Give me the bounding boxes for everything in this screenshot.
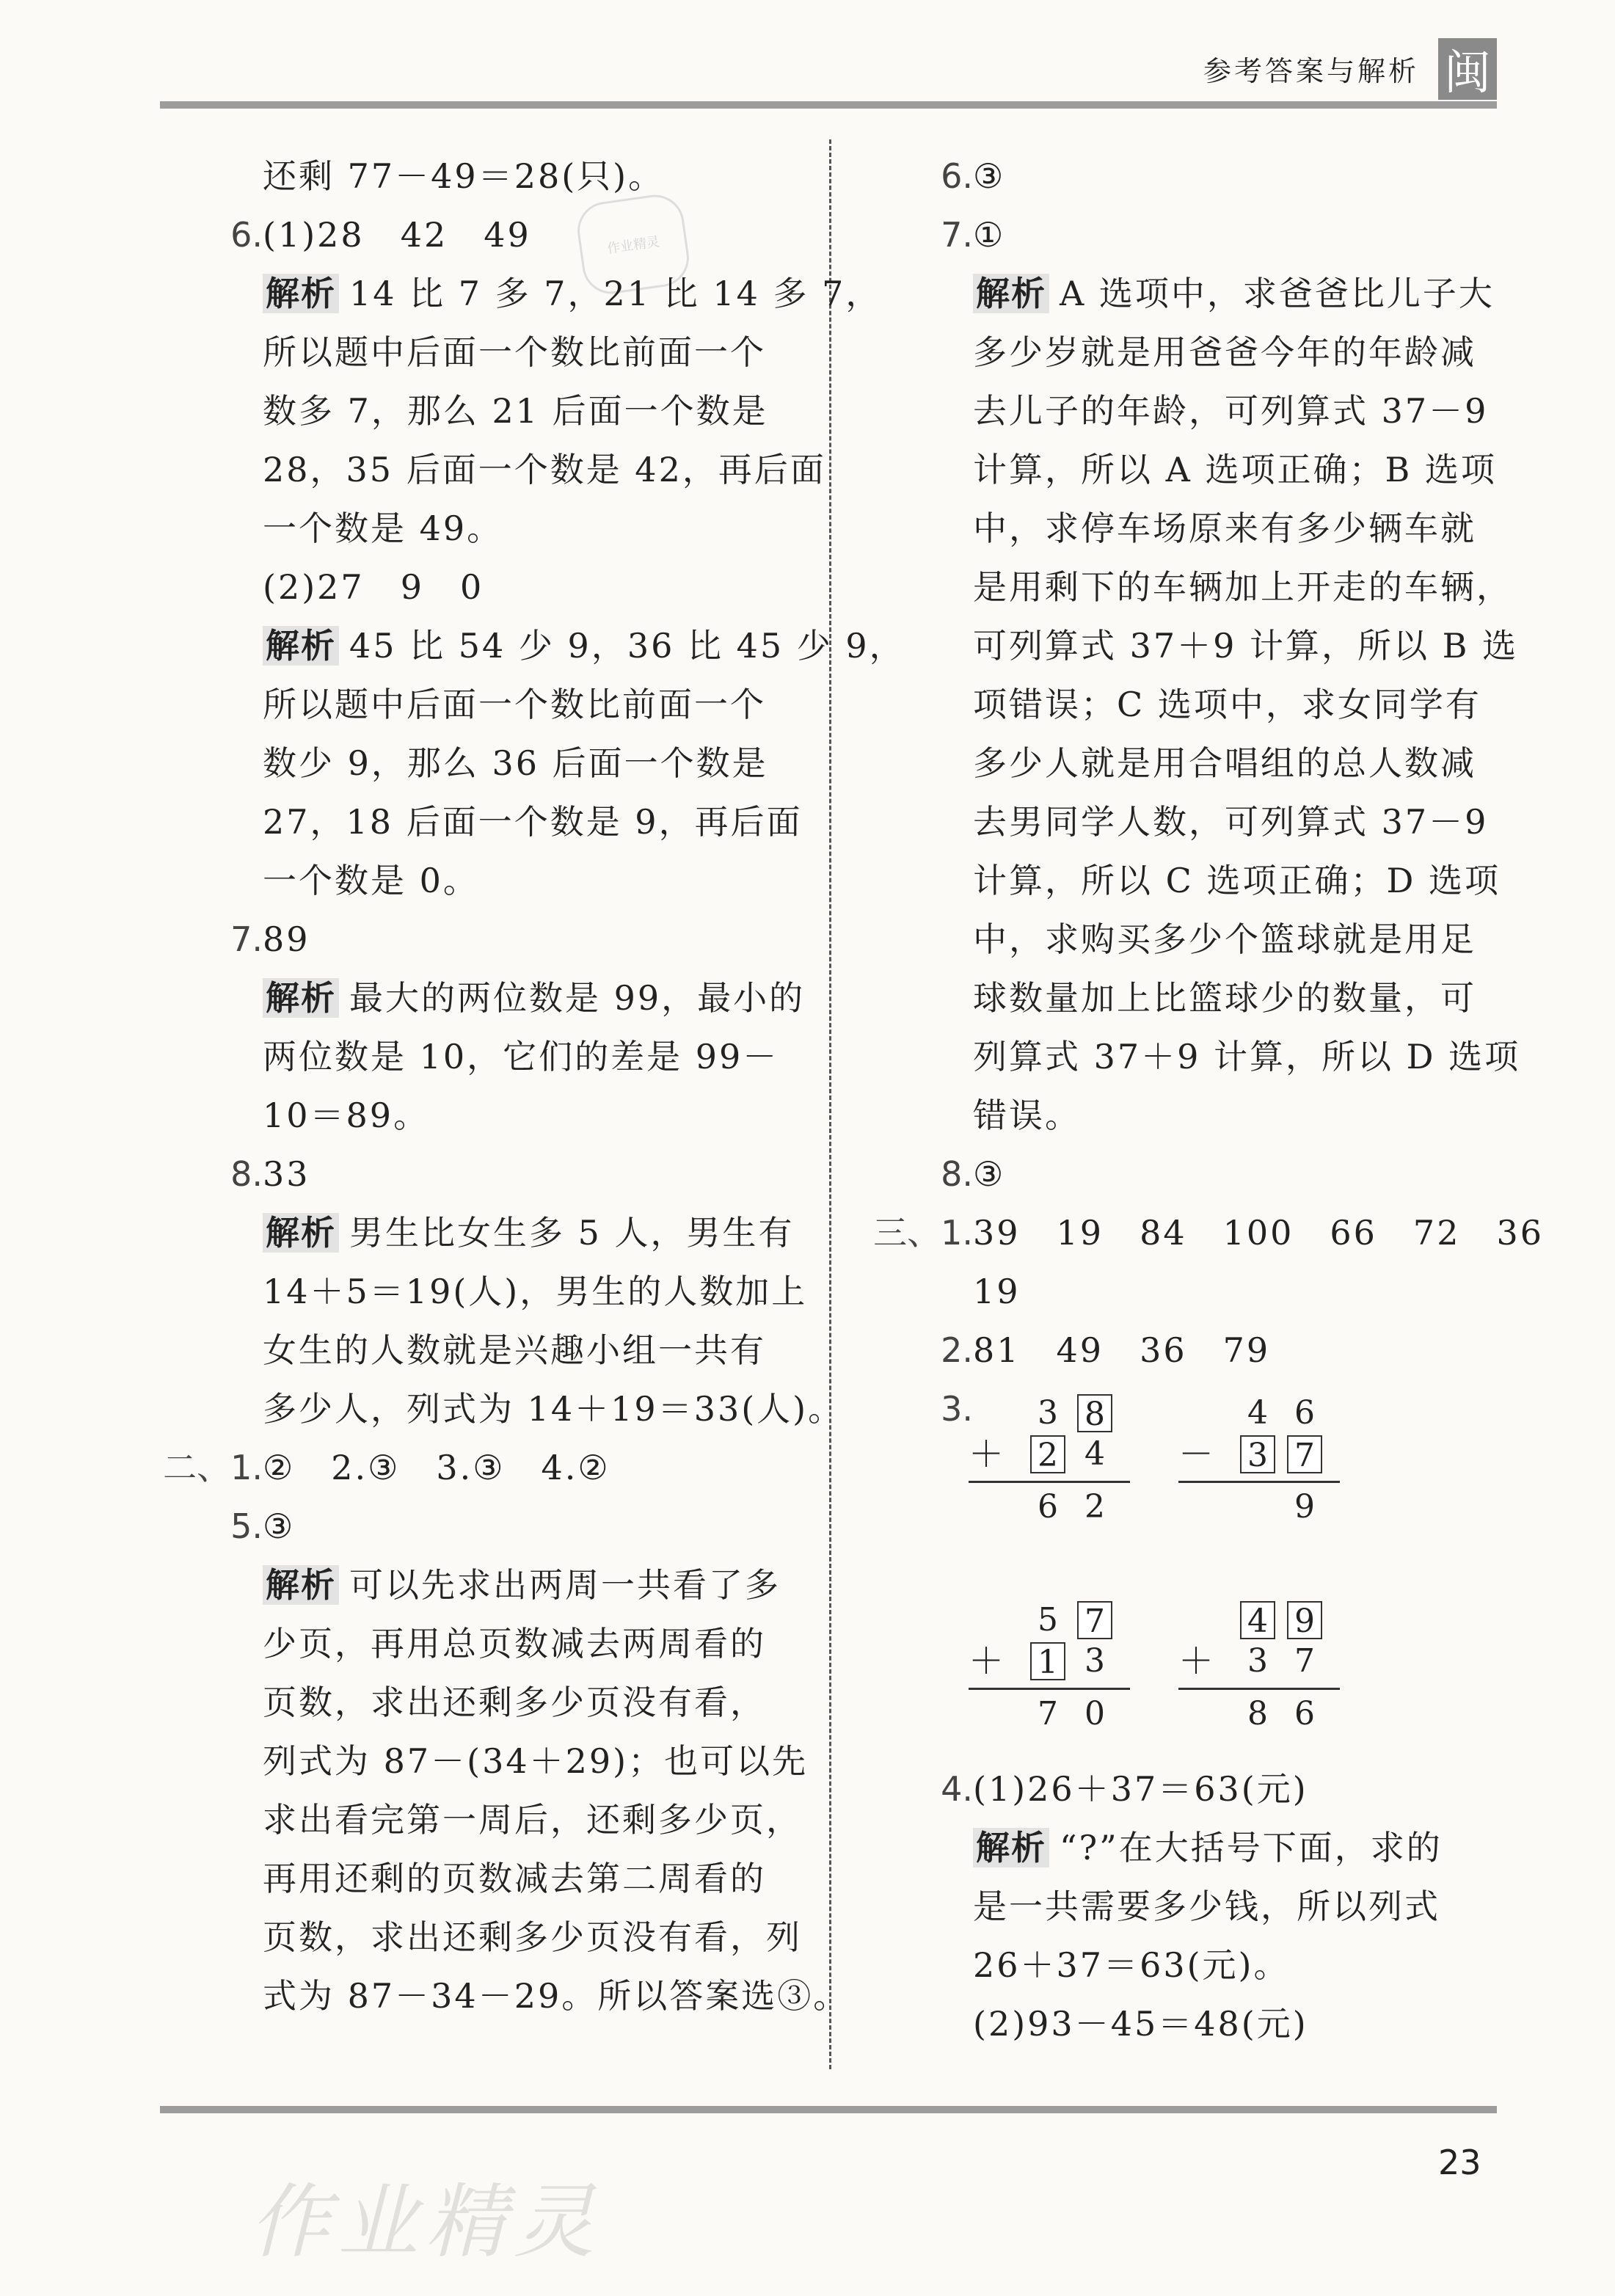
digit: 7	[1038, 1695, 1058, 1732]
line-text: 列式为 87－(34＋29)；也可以先	[263, 1741, 809, 1781]
operator: ＋	[1178, 1641, 1214, 1682]
line-text: ①	[973, 215, 1006, 255]
text-line	[263, 1152, 310, 1196]
line-text: 女生的人数就是兴趣小组一共有	[263, 1330, 766, 1370]
line-text: 一个数是 49。	[263, 509, 503, 548]
text-line	[263, 800, 803, 844]
analysis-tag: 解析	[263, 626, 339, 666]
line-text: 45 比 54 少 9，36 比 45 少 9，	[349, 626, 905, 666]
text-line	[973, 2002, 1308, 2046]
text-line	[973, 1943, 1290, 1987]
analysis-tag: 解析	[263, 274, 339, 313]
line-text: 可列算式 37＋9 计算，所以 B 选	[973, 626, 1519, 666]
text-line	[263, 330, 766, 374]
sum-line	[1178, 1688, 1340, 1690]
line-text: 39 19 84 100 66 72 36	[973, 1213, 1544, 1253]
item-number: 二、1.	[163, 1448, 263, 1487]
item-number: 三、1.	[873, 1213, 973, 1253]
answer-box: 2	[1030, 1435, 1065, 1473]
region-badge: 闽	[1438, 38, 1497, 100]
line-text: 可以先求出两周一共看了多	[349, 1565, 781, 1605]
item-number: 8.	[941, 1154, 973, 1194]
text-line	[973, 506, 1476, 550]
column-divider	[829, 139, 831, 2069]
answer-box: 3	[1240, 1435, 1275, 1473]
text-line	[263, 1680, 766, 1724]
watermark-stamp: 作业精灵	[574, 191, 693, 297]
text-line	[263, 213, 531, 257]
text-line	[973, 976, 1476, 1020]
operator: －	[1178, 1434, 1214, 1475]
text-line	[973, 741, 1476, 785]
digit: 4	[1247, 1394, 1268, 1432]
line-text: 33	[263, 1154, 310, 1194]
item-number: 5.	[230, 1506, 263, 1546]
line-text: ③	[973, 156, 1006, 196]
line-text: 计算，所以 C 选项正确；D 选项	[973, 861, 1501, 900]
line-text: 数少 9，那么 36 后面一个数是	[263, 743, 768, 783]
text-line	[263, 1974, 849, 2018]
text-line	[263, 448, 826, 492]
digit: 7	[1294, 1642, 1315, 1680]
operator: ＋	[969, 1641, 1005, 1682]
line-text: (2)27 9 0	[263, 567, 484, 607]
text-line	[973, 1152, 1005, 1196]
text-line	[263, 859, 479, 903]
bottom-rule	[160, 2106, 1497, 2113]
text-line	[263, 389, 768, 433]
analysis-tag: 解析	[263, 1565, 339, 1605]
text-line	[263, 271, 881, 316]
sum-line	[969, 1481, 1130, 1483]
text-line	[263, 1269, 807, 1313]
text-line	[263, 1387, 844, 1431]
line-text: 计算，所以 A 选项正确；B 选项	[973, 450, 1497, 489]
answer-box: 1	[1030, 1642, 1065, 1680]
digit: 6	[1294, 1394, 1315, 1432]
line-text: 男生比女生多 5 人，男生有	[349, 1213, 795, 1253]
text-line	[263, 1211, 795, 1255]
item-number: 3.	[941, 1389, 973, 1429]
text-line	[263, 1093, 429, 1137]
text-line	[263, 1798, 802, 1842]
answer-box: 4	[1240, 1601, 1275, 1639]
digit: 6	[1294, 1695, 1315, 1732]
text-line	[263, 1563, 781, 1607]
item-number: 8.	[230, 1154, 263, 1194]
answer-box: 7	[1077, 1601, 1112, 1639]
line-text: 求出看完第一周后，还剩多少页，	[263, 1800, 802, 1840]
line-text: 页数，求出还剩多少页没有看，列	[263, 1917, 802, 1957]
top-rule	[160, 101, 1497, 109]
sum-line	[969, 1688, 1130, 1690]
line-text: 19	[973, 1272, 1021, 1311]
line-text: “?”在大括号下面，求的	[1060, 1828, 1443, 1867]
digit: 3	[1247, 1642, 1268, 1680]
text-line	[263, 565, 484, 609]
digit: 9	[1294, 1488, 1315, 1526]
text-line	[263, 506, 503, 550]
analysis-tag: 解析	[263, 978, 339, 1018]
line-text: A 选项中，求爸爸比儿子大	[1060, 274, 1495, 313]
text-line	[973, 859, 1501, 903]
line-text: 所以题中后面一个数比前面一个	[263, 685, 766, 724]
line-text: 错误。	[973, 1096, 1081, 1135]
line-text: 页数，求出还剩多少页没有看，	[263, 1683, 766, 1722]
line-text: 多少人就是用合唱组的总人数减	[973, 743, 1476, 783]
vertical-problem	[969, 1601, 1145, 1732]
line-text: 81 49 36 79	[973, 1330, 1271, 1370]
line-text: ③	[263, 1506, 296, 1546]
line-text: 所以题中后面一个数比前面一个	[263, 332, 766, 372]
text-line	[263, 1504, 295, 1548]
line-text: 多少岁就是用爸爸今年的年龄减	[973, 332, 1476, 372]
text-line	[263, 154, 664, 198]
line-text: 10＝89。	[263, 1096, 430, 1135]
text-line	[263, 1446, 610, 1490]
line-text: 最大的两位数是 99，最小的	[349, 978, 806, 1018]
answer-box: 8	[1077, 1394, 1112, 1432]
line-text: 还剩 77－49＝28(只)。	[263, 156, 665, 196]
line-text: 是用剩下的车辆加上开走的车辆，	[973, 567, 1512, 607]
line-text: 一个数是 0。	[263, 861, 479, 900]
analysis-tag: 解析	[263, 1213, 339, 1253]
text-line	[263, 1915, 802, 1959]
digit: 3	[1038, 1394, 1058, 1432]
line-text: 是一共需要多少钱，所以列式	[973, 1887, 1440, 1926]
text-line	[263, 1739, 808, 1783]
analysis-tag: 解析	[973, 274, 1049, 313]
line-text: 项错误；C 选项中，求女同学有	[973, 685, 1481, 724]
text-line	[973, 1328, 1270, 1372]
text-line	[263, 624, 905, 668]
text-line	[973, 448, 1497, 492]
text-line	[973, 1035, 1520, 1079]
line-text: 14 比 7 多 7，21 比 14 多 7，	[349, 274, 882, 313]
text-line	[973, 1826, 1443, 1870]
line-text: 中，求停车场原来有多少辆车就	[973, 509, 1476, 548]
line-text: ② 2.③ 3.③ 4.②	[263, 1448, 610, 1487]
line-text: 去男同学人数，可列算式 37－9	[973, 802, 1489, 842]
line-text: 少页，再用总页数减去两周看的	[263, 1624, 766, 1663]
line-text: 数多 7，那么 21 后面一个数是	[263, 391, 768, 431]
line-text: ③	[973, 1154, 1006, 1194]
line-text: 列算式 37＋9 计算，所以 D 选项	[973, 1037, 1521, 1076]
text-line	[973, 800, 1488, 844]
digit: 3	[1084, 1642, 1105, 1680]
digit: 6	[1038, 1488, 1058, 1526]
item-number: 6.	[230, 215, 263, 255]
text-line	[973, 1211, 1544, 1255]
digit: 5	[1038, 1601, 1058, 1639]
text-line	[263, 741, 768, 785]
item-number: 4.	[941, 1769, 973, 1809]
text-line	[973, 917, 1476, 961]
line-text: 两位数是 10，它们的差是 99－	[263, 1037, 779, 1076]
item-number: 7.	[230, 919, 263, 959]
line-text: 中，求购买多少个篮球就是用足	[973, 919, 1476, 959]
line-text: (1)28 42 49	[263, 215, 531, 255]
sum-line	[1178, 1481, 1340, 1483]
text-line	[263, 682, 766, 726]
digit: 0	[1084, 1695, 1105, 1732]
analysis-tag: 解析	[973, 1828, 1049, 1867]
digit: 2	[1084, 1488, 1105, 1526]
vertical-problem	[1178, 1394, 1355, 1526]
text-line	[263, 1035, 779, 1079]
operator: ＋	[969, 1434, 1005, 1475]
text-line	[973, 1269, 1021, 1313]
line-text: 多少人，列式为 14＋19＝33(人)。	[263, 1389, 845, 1429]
text-line	[263, 976, 805, 1020]
line-text: 26＋37＝63(元)。	[973, 1945, 1290, 1985]
line-text: (1)26＋37＝63(元)	[973, 1769, 1308, 1809]
digit: 8	[1247, 1695, 1268, 1732]
line-text: 式为 87－34－29。所以答案选③。	[263, 1976, 850, 2016]
line-text: 89	[263, 919, 310, 959]
text-line	[973, 1884, 1440, 1928]
line-text: 球数量加上比篮球少的数量，可	[973, 978, 1476, 1018]
vertical-problem	[1178, 1601, 1355, 1732]
line-text: 14＋5＝19(人)，男生的人数加上	[263, 1272, 808, 1311]
digit	[1240, 1488, 1275, 1526]
answer-box: 7	[1287, 1435, 1322, 1473]
watermark: 作业精灵	[249, 2175, 602, 2269]
digit: 4	[1084, 1435, 1105, 1473]
text-line	[263, 1328, 766, 1372]
text-line	[973, 682, 1481, 726]
text-line	[263, 917, 310, 961]
line-text: 27，18 后面一个数是 9，再后面	[263, 802, 803, 842]
text-line	[973, 271, 1495, 316]
line-text: 去儿子的年龄，可列算式 37－9	[973, 391, 1489, 431]
item-number: 6.	[941, 156, 973, 196]
text-line	[973, 389, 1488, 433]
text-line	[973, 154, 1005, 198]
text-line	[973, 1093, 1081, 1137]
line-text: (2)93－45＝48(元)	[973, 2004, 1308, 2044]
answer-box: 9	[1287, 1601, 1322, 1639]
vertical-problem	[969, 1394, 1145, 1526]
header-title: 参考答案与解析	[1203, 55, 1420, 87]
text-line	[263, 1856, 766, 1900]
text-line	[973, 330, 1476, 374]
text-line	[973, 213, 1005, 257]
text-line	[973, 624, 1518, 668]
page-number: 23	[1438, 2143, 1481, 2182]
line-text: 28，35 后面一个数是 42，再后面	[263, 450, 826, 489]
text-line	[263, 1622, 766, 1666]
text-line	[973, 565, 1512, 609]
text-line	[973, 1767, 1308, 1811]
line-text: 再用还剩的页数减去第二周看的	[263, 1859, 766, 1898]
item-number: 7.	[941, 215, 973, 255]
item-number: 2.	[941, 1330, 973, 1370]
